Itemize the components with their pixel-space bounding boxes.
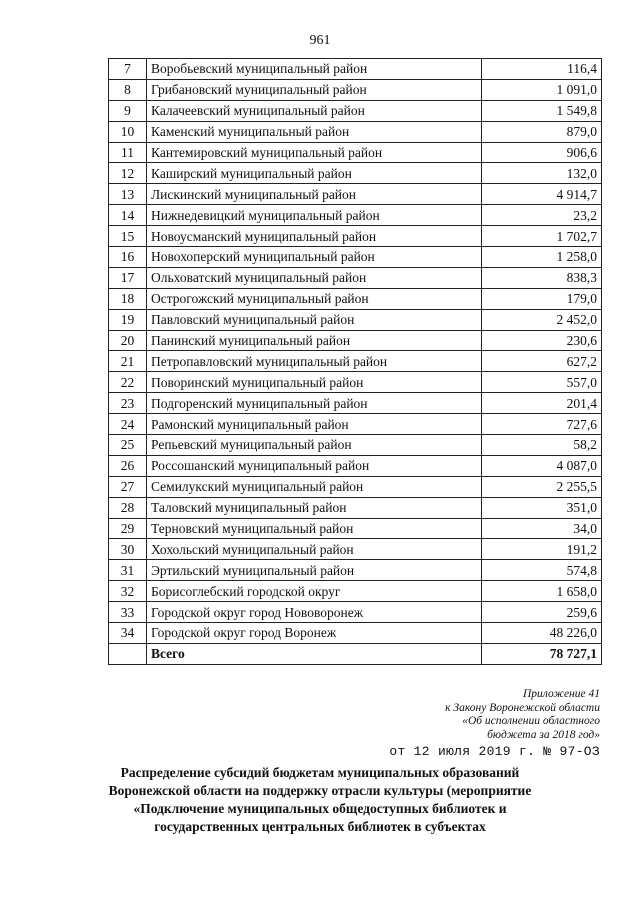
table-row [109,497,602,518]
subsidy-amount: 48 226,0 [482,623,602,644]
row-number: 10 [109,121,147,142]
row-number: 15 [109,226,147,247]
table-row [109,79,602,100]
table-row [109,560,602,581]
subsidy-amount: 2 255,5 [482,476,602,497]
subsidy-amount: 574,8 [482,560,602,581]
municipality-name: Терновский муниципальный район [147,518,482,539]
municipality-name: Нижнедевицкий муниципальный район [147,205,482,226]
row-number: 21 [109,351,147,372]
table-row [109,205,602,226]
municipality-name: Семилукский муниципальный район [147,476,482,497]
heading-line: Распределение субсидий бюджетам муниципальных образований [120,765,520,780]
table-row [109,121,602,142]
municipality-name: Таловский муниципальный район [147,497,482,518]
municipality-name: Репьевский муниципальный район [147,435,482,456]
subsidy-amount: 1 549,8 [482,100,602,121]
law-date-stamp: от 12 июля 2019 г. № 97-ОЗ [389,744,600,759]
municipality-name: Хохольский муниципальный район [147,539,482,560]
municipality-name: Воробьевский муниципальный район [147,59,482,80]
municipality-name: Новоусманский муниципальный район [147,226,482,247]
municipality-name: Каширский муниципальный район [147,163,482,184]
row-number: 18 [109,288,147,309]
municipality-name: Рамонский муниципальный район [147,414,482,435]
appendix-law-name-cont: бюджета за 2018 год» [487,728,600,741]
table-row [109,184,602,205]
subsidy-amount: 879,0 [482,121,602,142]
municipality-name: Калачеевский муниципальный район [147,100,482,121]
municipality-name: Россошанский муниципальный район [147,455,482,476]
subsidy-amount: 34,0 [482,518,602,539]
table-row [109,142,602,163]
row-number: 13 [109,184,147,205]
subsidy-amount: 191,2 [482,539,602,560]
row-number: 30 [109,539,147,560]
total-amount: 78 727,1 [482,643,602,664]
municipality-name: Ольховатский муниципальный район [147,267,482,288]
table-row [109,247,602,268]
municipality-name: Эртильский муниципальный район [147,560,482,581]
subsidy-amount: 4 914,7 [482,184,602,205]
appendix-title: Приложение 41 [522,688,600,700]
municipality-name: Каменский муниципальный район [147,121,482,142]
row-number: 16 [109,247,147,268]
table-row [109,351,602,372]
subsidy-amount: 2 452,0 [482,309,602,330]
row-number: 19 [109,309,147,330]
subsidy-amount: 727,6 [482,414,602,435]
row-number: 11 [109,142,147,163]
heading-line: «Подключение муниципальных общедоступных библиотек и [133,801,507,816]
row-number: 33 [109,602,147,623]
municipality-name: Лискинский муниципальный район [147,184,482,205]
subsidy-amount: 1 658,0 [482,581,602,602]
row-number: 28 [109,497,147,518]
table-row [109,623,602,644]
row-number: 25 [109,435,147,456]
table-row [109,393,602,414]
table-row [109,372,602,393]
municipality-name: Городской округ город Воронеж [147,623,482,644]
municipality-name: Петропавловский муниципальный район [147,351,482,372]
subsidy-amount: 179,0 [482,288,602,309]
municipality-name: Новохоперский муниципальный район [147,247,482,268]
municipality-name: Кантемировский муниципальный район [147,142,482,163]
subsidy-amount: 906,6 [482,142,602,163]
subsidy-amount: 627,2 [482,351,602,372]
municipality-name: Городской округ город Нововоронеж [147,602,482,623]
subsidy-amount: 838,3 [482,267,602,288]
row-number: 26 [109,455,147,476]
table-row [109,539,602,560]
subsidy-amount: 4 087,0 [482,455,602,476]
subsidy-amount: 23,2 [482,205,602,226]
table-row [109,100,602,121]
municipality-name: Борисоглебский городской округ [147,581,482,602]
row-number: 34 [109,623,147,644]
row-number: 12 [109,163,147,184]
municipality-name: Подгоренский муниципальный район [147,393,482,414]
municipality-name: Панинский муниципальный район [147,330,482,351]
municipality-name: Острогожский муниципальный район [147,288,482,309]
row-number: 24 [109,414,147,435]
row-number: 20 [109,330,147,351]
subsidy-amount: 1 702,7 [482,226,602,247]
table-row [109,163,602,184]
subsidy-amount: 351,0 [482,497,602,518]
row-number: 9 [109,100,147,121]
subsidy-table [108,58,602,665]
municipality-name: Павловский муниципальный район [147,309,482,330]
table-row [109,435,602,456]
row-number: 32 [109,581,147,602]
row-number: 17 [109,267,147,288]
table-row [109,414,602,435]
table-row [109,518,602,539]
table-row [109,226,602,247]
row-number: 8 [109,79,147,100]
subsidy-amount: 1 091,0 [482,79,602,100]
table-row [109,476,602,497]
subsidy-amount: 58,2 [482,435,602,456]
table-row [109,59,602,80]
table-row [109,330,602,351]
subsidy-amount: 201,4 [482,393,602,414]
row-number: 31 [109,560,147,581]
heading-line: государственных центральных библиотек в субъектах [154,819,486,834]
page-number: 961 [309,33,331,48]
subsidy-amount: 557,0 [482,372,602,393]
table-row [109,288,602,309]
subsidy-amount: 1 258,0 [482,247,602,268]
municipality-name: Поворинский муниципальный район [147,372,482,393]
subsidy-amount: 259,6 [482,602,602,623]
total-number-cell [109,643,147,664]
row-number: 14 [109,205,147,226]
subsidy-amount: 116,4 [482,59,602,80]
table-row [109,581,602,602]
municipality-name: Грибановский муниципальный район [147,79,482,100]
section-heading [40,764,600,836]
heading-line: Воронежской области на поддержку отрасли культуры (мероприятие [108,783,532,798]
appendix-law-ref: к Закону Воронежской области [445,701,600,714]
row-number: 29 [109,518,147,539]
appendix-block [340,688,600,742]
subsidy-amount: 132,0 [482,163,602,184]
total-row [109,643,602,664]
table-row [109,602,602,623]
table-row [109,455,602,476]
row-number: 27 [109,476,147,497]
subsidy-amount: 230,6 [482,330,602,351]
total-label: Всего [147,643,482,664]
row-number: 7 [109,59,147,80]
row-number: 22 [109,372,147,393]
row-number: 23 [109,393,147,414]
table-row [109,267,602,288]
table-body [109,59,602,665]
table-row [109,309,602,330]
appendix-law-name: «Об исполнении областного [462,715,600,727]
